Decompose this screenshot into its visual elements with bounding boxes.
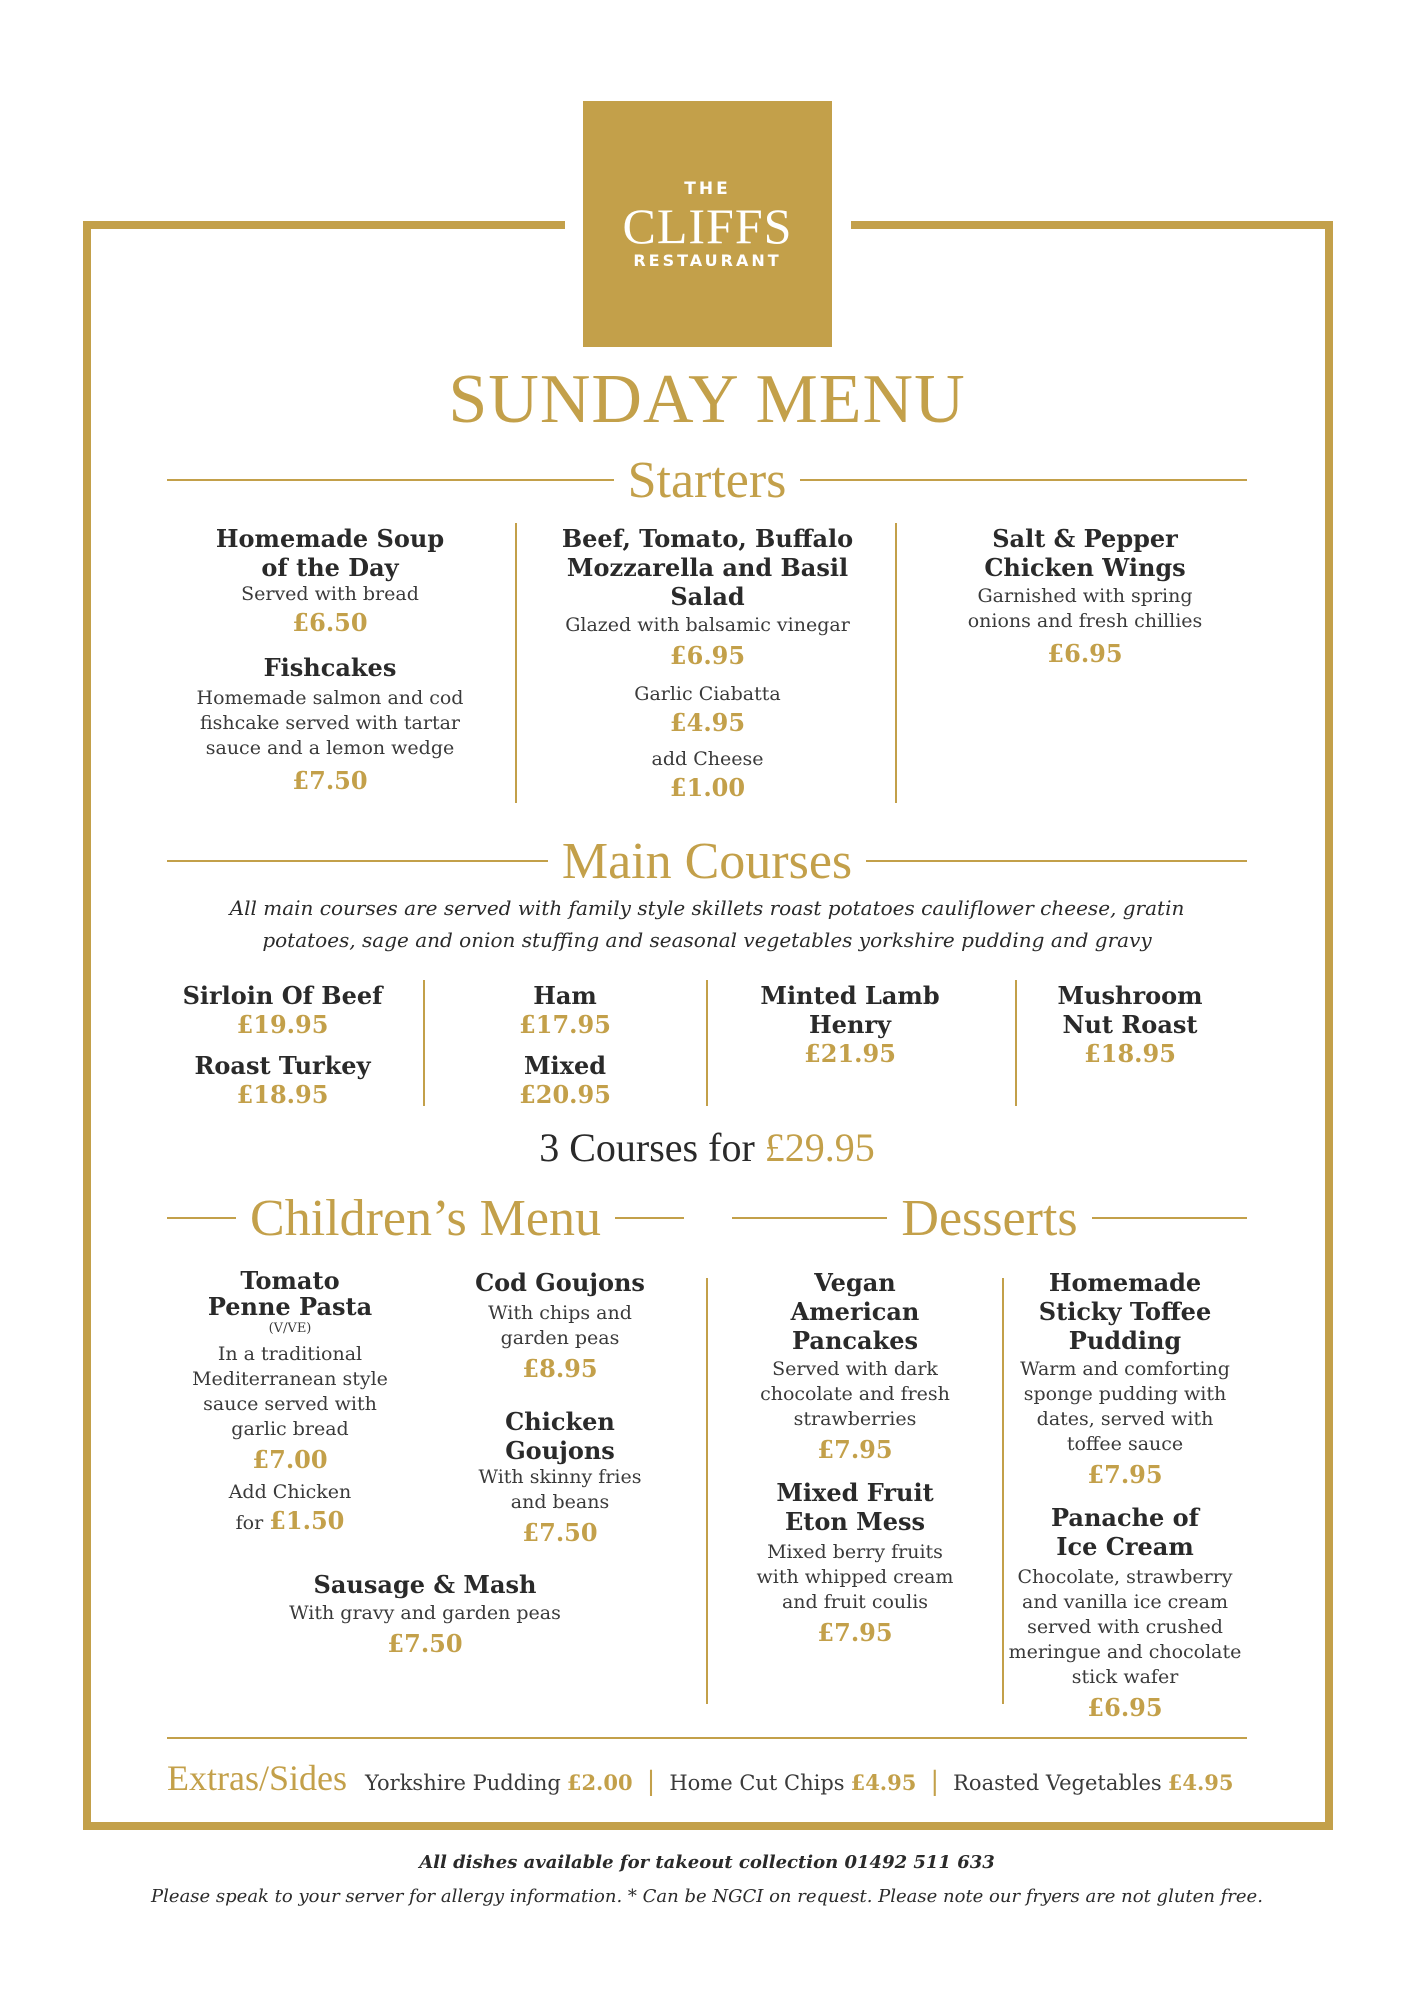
divider	[167, 479, 614, 481]
dish-panache-desc: Chocolate, strawberry and vanilla ice cream served with crushed meringue and chocolate stick wafer	[1008, 1566, 1242, 1688]
divider	[1092, 1217, 1247, 1219]
dish-fishcakes-name: Fishcakes	[263, 653, 397, 682]
dish-sirloin-price: £19.95	[236, 1010, 329, 1039]
dish-pasta-name: Tomato Penne Pasta	[207, 1266, 373, 1321]
dish-chicken-goujons-price: £7.50	[522, 1518, 598, 1547]
dish-eton-name: Mixed Fruit Eton Mess	[776, 1478, 934, 1536]
dish-cod-price: £8.95	[522, 1354, 598, 1383]
desserts-col-1	[735, 1268, 975, 1649]
extras-separator: |	[930, 1767, 940, 1797]
starters-divider-2	[895, 523, 897, 803]
dish-toffee-price: £7.95	[1087, 1460, 1163, 1489]
page-title: SUNDAY MENU	[448, 361, 966, 438]
children-sausage	[250, 1570, 600, 1660]
divider	[732, 1217, 887, 1219]
desserts-col-2	[1005, 1268, 1245, 1724]
dish-soup-price: £6.50	[292, 608, 368, 637]
starters-divider-1	[515, 523, 517, 803]
three-courses-price: £29.95	[764, 1125, 875, 1170]
dish-sirloin-name: Sirloin Of Beef	[182, 981, 383, 1010]
dish-toffee-name: Homemade Sticky Toffee Pudding	[1038, 1268, 1212, 1355]
frame-left	[83, 221, 91, 1830]
dish-pancake-desc: Served with dark chocolate and fresh strawberries	[760, 1358, 950, 1430]
dish-pancake-name: Vegan American Pancakes	[790, 1268, 920, 1355]
divider	[167, 860, 548, 862]
dish-cod-desc: With chips and garden peas	[488, 1302, 632, 1349]
dish-turkey-price: £18.95	[236, 1080, 329, 1109]
divider	[615, 1217, 684, 1219]
starters-title: Starters	[627, 451, 787, 509]
divider	[866, 860, 1247, 862]
dish-mixed-name: Mixed	[523, 1051, 607, 1080]
extras-divider	[167, 1737, 1247, 1739]
starters-col-2	[530, 524, 885, 804]
starters-heading	[167, 446, 1247, 514]
frame-top-left	[83, 221, 565, 229]
desserts-title: Desserts	[901, 1189, 1078, 1247]
divider	[800, 479, 1247, 481]
children-desserts-divider	[706, 1278, 708, 1704]
extra-item-name: Roasted Vegetables	[953, 1771, 1162, 1795]
divider	[167, 1217, 236, 1219]
dish-wings-price: £6.95	[1047, 639, 1123, 668]
dish-wings-name: Salt & Pepper Chicken Wings	[984, 524, 1186, 582]
dish-pasta-price: £7.00	[252, 1445, 328, 1474]
dish-fishcakes-desc: Homemade salmon and cod fishcake served with tartar sauce and a lemon wedge	[196, 687, 464, 759]
logo-the: THE	[684, 178, 731, 199]
desserts-heading	[732, 1184, 1247, 1252]
dish-mixed-price: £20.95	[519, 1080, 611, 1109]
add-chicken-line	[180, 1505, 400, 1537]
footer-takeout: All dishes available for takeout collection 01492 511 633	[419, 1852, 995, 1873]
dish-nut-roast-name: Mushroom Nut Roast	[1057, 981, 1203, 1039]
three-courses-offer	[0, 1124, 1414, 1171]
extra-item-name: Yorkshire Pudding	[364, 1771, 561, 1795]
dish-pasta-tag: (V/VE)	[268, 1321, 312, 1336]
dish-ciabatta-desc: Garlic Ciabatta	[634, 683, 781, 705]
dish-sausage-name: Sausage & Mash	[313, 1570, 537, 1599]
dish-nut-roast-price: £18.95	[1084, 1039, 1176, 1068]
add-chicken-price: £1.50	[269, 1506, 345, 1535]
dish-turkey-name: Roast Turkey	[194, 1051, 371, 1080]
dish-salad-desc: Glazed with balsamic vinegar	[565, 614, 850, 636]
extra-item-price: £4.95	[1167, 1770, 1234, 1795]
dish-pasta-desc: In a traditional Mediterranean style sauce served with garlic bread	[192, 1343, 388, 1440]
dish-ham-name: Ham	[533, 981, 597, 1010]
dish-chicken-goujons-desc: With skinny fries and beans	[478, 1466, 642, 1513]
dish-toffee-desc: Warm and comforting sponge pudding with dates, served with toffee sauce	[1020, 1358, 1230, 1455]
restaurant-logo	[583, 101, 832, 347]
dish-cheese-price: £1.00	[669, 773, 746, 802]
frame-right	[1325, 221, 1333, 1830]
dish-sausage-desc: With gravy and garden peas	[289, 1602, 561, 1624]
frame-bottom	[83, 1822, 1333, 1830]
extras-sides	[167, 1757, 1247, 1797]
mains-divider-3	[1015, 980, 1017, 1106]
logo-name: CLIFFS	[622, 197, 793, 254]
mains-heading	[167, 826, 1247, 896]
dish-salad-name: Beef, Tomato, Buffalo Mozzarella and Basil Salad	[561, 524, 854, 611]
dish-soup-name: Homemade Soup of the Day	[215, 524, 445, 582]
children-col-2	[450, 1268, 670, 1549]
dish-wings-desc: Garnished with spring onions and fresh chillies	[967, 585, 1203, 632]
dish-eton-price: £7.95	[817, 1618, 893, 1647]
dish-fishcakes-price: £7.50	[292, 766, 368, 795]
starters-col-3	[935, 524, 1235, 670]
dish-ciabatta-price: £4.95	[669, 708, 746, 737]
dish-sausage-price: £7.50	[387, 1629, 463, 1658]
extra-item-name: Home Cut Chips	[669, 1771, 845, 1795]
dish-cod-name: Cod Goujons	[475, 1268, 645, 1297]
mains-intro: All main courses are served with family style skillets roast potatoes cauliflower cheese, gratin potatoes, sage and onion stuffing and seasonal vegetables yorkshire pudding and gravy	[229, 896, 1185, 952]
dish-panache-price: £6.95	[1087, 1693, 1163, 1722]
frame-top-right	[851, 221, 1333, 229]
extras-separator: |	[646, 1767, 656, 1797]
dish-cheese-desc: add Cheese	[651, 748, 764, 770]
mains-col-2	[450, 981, 680, 1109]
dish-eton-desc: Mixed berry fruits with whipped cream and fruit coulis	[756, 1541, 954, 1613]
footer-allergy: Please speak to your server for allergy information. * Can be NGCI on request. Please note our fryers are not gluten free.	[151, 1886, 1263, 1907]
dish-lamb-name: Minted Lamb Henry	[760, 981, 940, 1039]
children-heading	[167, 1184, 684, 1252]
dish-lamb-price: £21.95	[804, 1039, 896, 1068]
extra-item-price: £2.00	[566, 1770, 633, 1795]
mains-title: Main Courses	[561, 832, 853, 890]
children-col-1	[180, 1268, 400, 1537]
dish-soup-desc: Served with bread	[241, 583, 419, 605]
mains-col-3	[735, 981, 965, 1068]
dish-salad-price: £6.95	[669, 641, 746, 670]
mains-col-1	[165, 981, 400, 1109]
mains-divider-2	[706, 980, 708, 1106]
add-chicken-label: Add Chicken	[228, 1481, 352, 1503]
dish-chicken-goujons-name: Chicken Goujons	[505, 1407, 615, 1465]
three-courses-label: 3 Courses for	[539, 1125, 755, 1170]
mains-divider-1	[423, 980, 425, 1106]
starters-col-1	[185, 524, 475, 797]
dish-panache-name: Panache of Ice Cream	[1051, 1503, 1199, 1561]
extra-item-price: £4.95	[850, 1770, 917, 1795]
add-chicken-for: for	[235, 1512, 264, 1534]
logo-restaurant: RESTAURANT	[633, 250, 782, 270]
dish-pancake-price: £7.95	[817, 1435, 893, 1464]
dish-ham-price: £17.95	[519, 1010, 611, 1039]
mains-col-4	[1040, 981, 1220, 1068]
children-title: Children’s Menu	[250, 1189, 601, 1247]
extras-label: Extras/Sides	[167, 1758, 347, 1798]
desserts-divider	[1002, 1278, 1004, 1704]
